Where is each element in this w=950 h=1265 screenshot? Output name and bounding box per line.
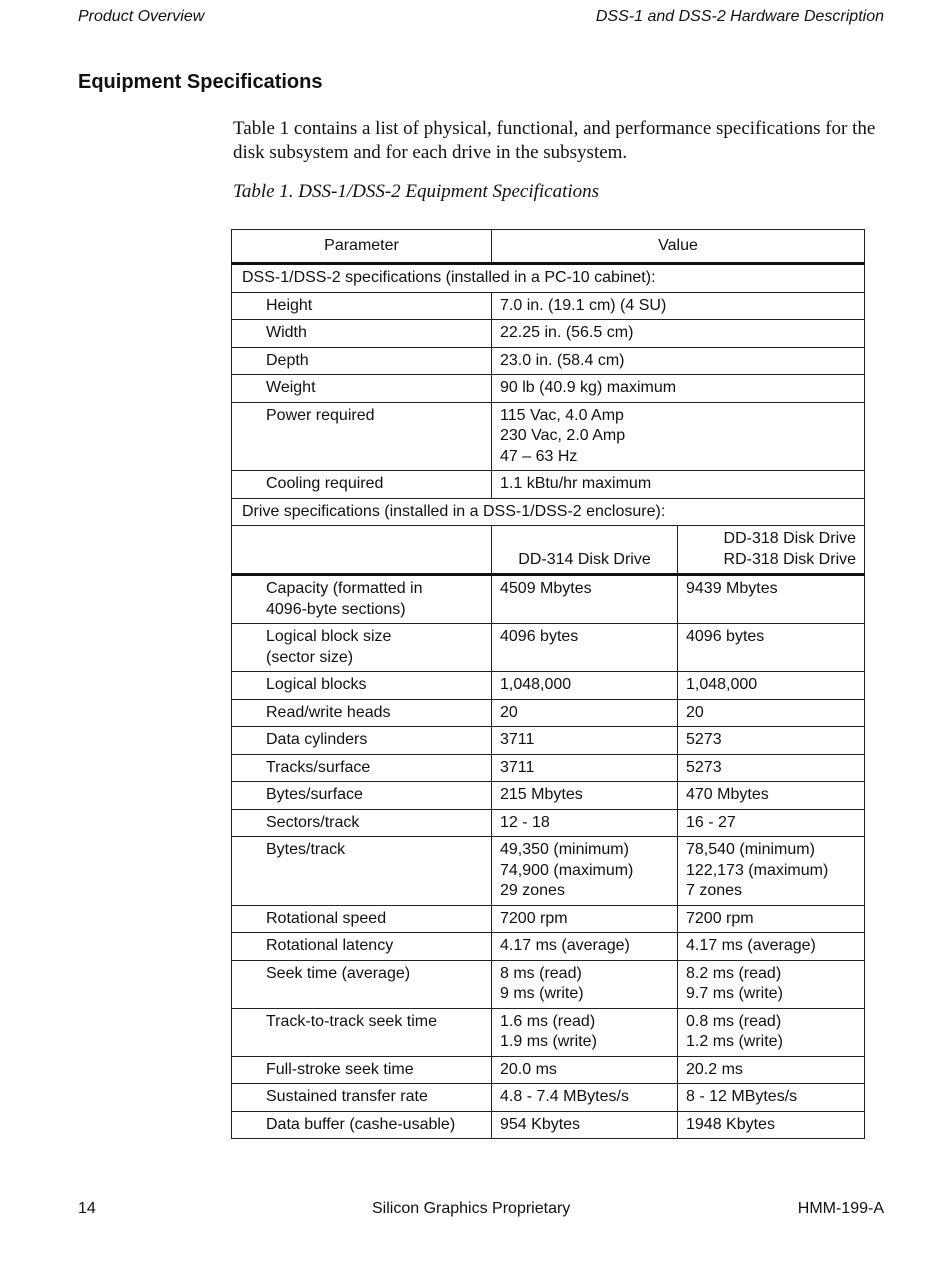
table-row [232, 782, 865, 810]
table-row [232, 320, 865, 348]
drive-header-dd318: DD-318 Disk Drive RD-318 Disk Drive [678, 526, 865, 575]
group-title-dss: DSS-1/DSS-2 specifications (installed in a PC-10 cabinet): [232, 264, 865, 293]
dd318-value-cell: 470 Mbytes [678, 782, 865, 810]
param-cell: Height [232, 292, 492, 320]
dd314-value-cell: 3711 [492, 727, 678, 755]
table-row [232, 672, 865, 700]
dd318-value-cell: 9439 Mbytes [678, 575, 865, 624]
param-cell: Bytes/surface [232, 782, 492, 810]
table-row [232, 699, 865, 727]
dd318-value-cell: 7200 rpm [678, 905, 865, 933]
table-row [232, 402, 865, 471]
dd314-value-cell: 4096 bytes [492, 624, 678, 672]
dd318-value-cell: 16 - 27 [678, 809, 865, 837]
value-cell: 22.25 in. (56.5 cm) [492, 320, 865, 348]
param-cell: Capacity (formatted in 4096-byte sections) [232, 575, 492, 624]
dd318-value-cell: 5273 [678, 727, 865, 755]
table-row [232, 1111, 865, 1139]
dd314-value-cell: 7200 rpm [492, 905, 678, 933]
param-cell: Data buffer (cashe-usable) [232, 1111, 492, 1139]
dd314-value-cell: 20 [492, 699, 678, 727]
table-row [232, 754, 865, 782]
table-row [232, 1056, 865, 1084]
table-row [232, 727, 865, 755]
table-row [232, 837, 865, 906]
table-row [232, 1008, 865, 1056]
param-cell: Logical block size (sector size) [232, 624, 492, 672]
param-cell: Track-to-track seek time [232, 1008, 492, 1056]
footer-proprietary: Silicon Graphics Proprietary [372, 1200, 571, 1217]
dd318-value-cell: 78,540 (minimum) 122,173 (maximum) 7 zones [678, 837, 865, 906]
dd314-value-cell: 12 - 18 [492, 809, 678, 837]
param-cell: Rotational speed [232, 905, 492, 933]
value-cell: 90 lb (40.9 kg) maximum [492, 375, 865, 403]
dd314-value-cell: 20.0 ms [492, 1056, 678, 1084]
param-cell: Rotational latency [232, 933, 492, 961]
param-cell: Depth [232, 347, 492, 375]
param-cell: Power required [232, 402, 492, 471]
dd318-value-cell: 1948 Kbytes [678, 1111, 865, 1139]
group-title-drive: Drive specifications (installed in a DSS-1/DSS-2 enclosure): [232, 498, 865, 526]
dd318-value-cell: 20 [678, 699, 865, 727]
column-header-value: Value [492, 230, 865, 264]
value-cell: 7.0 in. (19.1 cm) (4 SU) [492, 292, 865, 320]
table-row [232, 960, 865, 1008]
table-row [232, 347, 865, 375]
param-cell: Weight [232, 375, 492, 403]
param-cell: Sectors/track [232, 809, 492, 837]
value-cell: 1.1 kBtu/hr maximum [492, 471, 865, 499]
table-row [232, 624, 865, 672]
param-cell: Full-stroke seek time [232, 1056, 492, 1084]
group-row-drive [232, 498, 865, 526]
table-header-row [232, 230, 865, 264]
dd318-value-cell: 20.2 ms [678, 1056, 865, 1084]
table-row [232, 905, 865, 933]
drive-header-row [232, 526, 865, 575]
dd314-value-cell: 49,350 (minimum) 74,900 (maximum) 29 zones [492, 837, 678, 906]
column-header-parameter: Parameter [232, 230, 492, 264]
dd318-value-cell: 4096 bytes [678, 624, 865, 672]
param-cell: Tracks/surface [232, 754, 492, 782]
param-cell: Sustained transfer rate [232, 1084, 492, 1112]
footer-doc-id: HMM-199-A [797, 1200, 884, 1217]
specifications-table [231, 229, 865, 1139]
value-cell: 115 Vac, 4.0 Amp 230 Vac, 2.0 Amp 47 – 63 Hz [492, 402, 865, 471]
param-cell: Seek time (average) [232, 960, 492, 1008]
intro-paragraph: Table 1 contains a list of physical, functional, and performance specifications for the disk subsystem and for each drive in the subsystem. [233, 118, 876, 163]
dd318-value-cell: 0.8 ms (read) 1.2 ms (write) [678, 1008, 865, 1056]
table-row [232, 471, 865, 499]
dd318-value-cell: 4.17 ms (average) [678, 933, 865, 961]
page-number: 14 [78, 1200, 96, 1217]
table-row [232, 292, 865, 320]
dd314-value-cell: 4.17 ms (average) [492, 933, 678, 961]
param-cell: Bytes/track [232, 837, 492, 906]
table-row [232, 575, 865, 624]
drive-header-blank [232, 526, 492, 575]
dd318-value-cell: 8.2 ms (read) 9.7 ms (write) [678, 960, 865, 1008]
table-row [232, 933, 865, 961]
dd318-value-cell: 5273 [678, 754, 865, 782]
table-row [232, 1084, 865, 1112]
dd314-value-cell: 4.8 - 7.4 MBytes/s [492, 1084, 678, 1112]
param-cell: Data cylinders [232, 727, 492, 755]
dd314-value-cell: 215 Mbytes [492, 782, 678, 810]
value-cell: 23.0 in. (58.4 cm) [492, 347, 865, 375]
table-row [232, 809, 865, 837]
running-header-right: DSS-1 and DSS-2 Hardware Description [595, 8, 884, 25]
group-row-dss [232, 264, 865, 293]
param-cell: Cooling required [232, 471, 492, 499]
param-cell: Logical blocks [232, 672, 492, 700]
dd314-value-cell: 4509 Mbytes [492, 575, 678, 624]
param-cell: Read/write heads [232, 699, 492, 727]
dd314-value-cell: 3711 [492, 754, 678, 782]
running-header-left: Product Overview [78, 8, 205, 25]
dd318-value-cell: 1,048,000 [678, 672, 865, 700]
dd318-value-cell: 8 - 12 MBytes/s [678, 1084, 865, 1112]
section-title: Equipment Specifications [78, 71, 323, 93]
dd314-value-cell: 954 Kbytes [492, 1111, 678, 1139]
dd314-value-cell: 1,048,000 [492, 672, 678, 700]
dd314-value-cell: 1.6 ms (read) 1.9 ms (write) [492, 1008, 678, 1056]
dd314-value-cell: 8 ms (read) 9 ms (write) [492, 960, 678, 1008]
param-cell: Width [232, 320, 492, 348]
drive-header-dd314: DD-314 Disk Drive [492, 526, 678, 575]
table-caption: Table 1. DSS-1/DSS-2 Equipment Specifications [233, 181, 600, 202]
table-row [232, 375, 865, 403]
